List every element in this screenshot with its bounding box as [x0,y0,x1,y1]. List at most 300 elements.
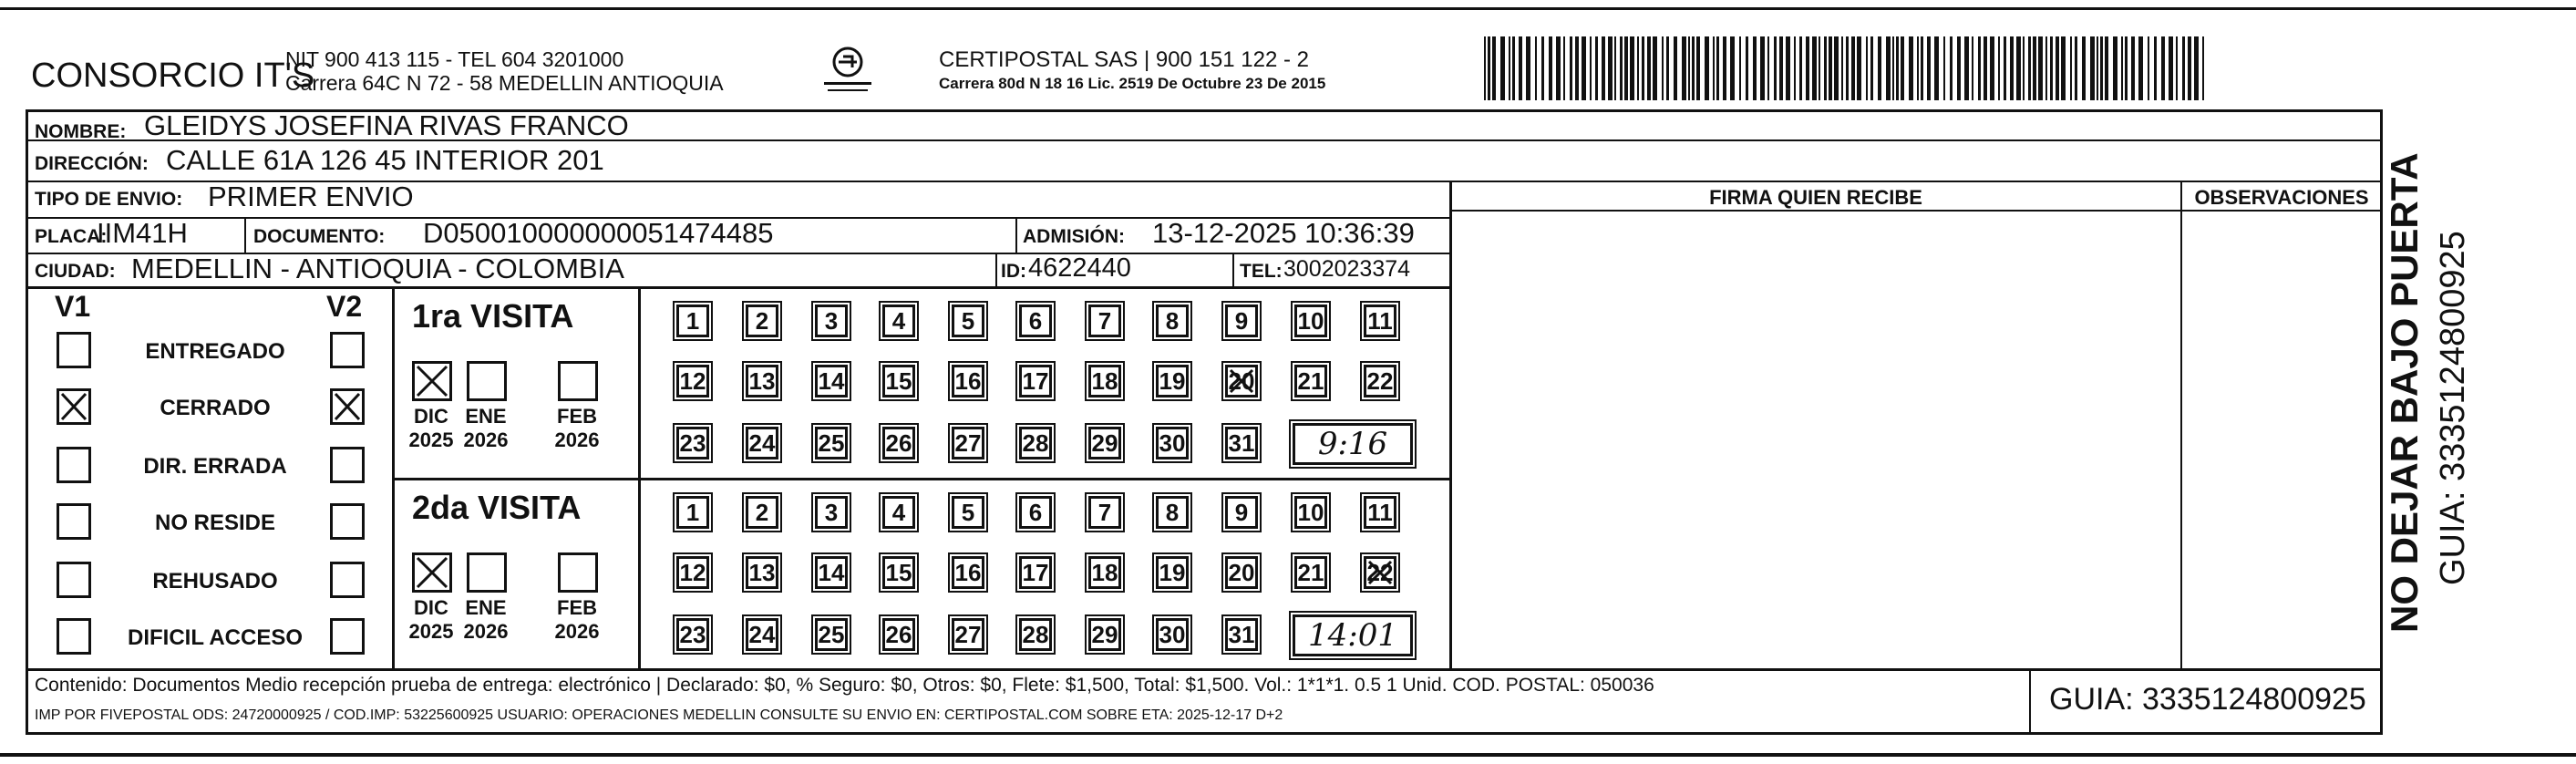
day-number: 10 [1297,306,1324,335]
day-number: 29 [1091,620,1118,648]
day-box[interactable] [952,365,984,397]
barcode-bar [1563,36,1565,100]
day-box[interactable] [1088,618,1121,651]
barcode-bar [1866,36,1868,100]
v1-label: V1 [55,290,91,323]
v1-checkbox[interactable] [57,332,91,368]
day-box[interactable] [815,496,848,529]
barcode-bar [1541,36,1544,100]
day-box[interactable] [815,365,848,397]
observaciones-label: OBSERVACIONES [2194,186,2369,209]
day-box[interactable] [1156,556,1189,589]
barcode-bar [1819,36,1820,100]
signature-area[interactable] [1453,212,2179,667]
day-number: 19 [1159,558,1186,586]
day-box[interactable] [952,556,984,589]
time-field[interactable]: 9:16 [1293,423,1413,465]
day-box[interactable] [1156,305,1189,337]
month-name: FEB [557,596,597,619]
barcode-bar [1746,36,1748,100]
day-box[interactable] [882,496,915,529]
day-box[interactable] [1019,365,1052,397]
day-number: 21 [1297,367,1324,395]
company-nit: NIT 900 413 115 - TEL 604 3201000 [285,47,624,71]
day-number: 9 [1234,306,1249,335]
day-box[interactable] [1019,427,1052,459]
day-box[interactable] [746,427,778,459]
day-box[interactable] [882,556,915,589]
day-box[interactable] [1156,365,1189,397]
barcode-bar [1857,36,1861,100]
day-number: 27 [954,620,982,648]
company-name: CONSORCIO IT'S [31,57,315,95]
day-number: 12 [679,558,706,586]
day-number: 8 [1165,498,1180,526]
day-box[interactable] [1225,427,1258,459]
barcode-bar [1972,36,1973,100]
day-number: 25 [818,620,845,648]
day-number: 6 [1028,498,1043,526]
barcode-bar [1794,36,1796,100]
v1-checkbox[interactable] [57,503,91,540]
day-number: 24 [748,620,776,648]
day-number: 29 [1091,428,1118,457]
carrier-license: Carrera 80d N 18 16 Lic. 2519 De Octubre 23 De 2015 [939,75,1326,92]
barcode-bar [2121,36,2123,100]
day-box[interactable] [1364,305,1396,337]
day-number: 2 [755,498,769,526]
barcode-bar [2182,36,2185,100]
day-box[interactable] [746,618,778,651]
day-number: 17 [1022,558,1049,586]
day-box[interactable] [1088,556,1121,589]
barcode-bar [1682,36,1686,100]
barcode-bar [1519,36,1522,100]
day-box[interactable] [1294,365,1327,397]
day-box[interactable] [1088,496,1121,529]
day-box[interactable] [882,365,915,397]
day-number: 5 [961,498,975,526]
day-number: 17 [1022,367,1049,395]
barcode-bar [1602,36,1605,100]
firma-label: FIRMA QUIEN RECIBE [1709,186,1922,209]
barcode-bar [1753,36,1757,100]
tipo-value: PRIMER ENVIO [208,181,414,212]
nombre-value: GLEIDYS JOSEFINA RIVAS FRANCO [144,109,629,141]
status-reason-label: NO RESIDE [154,511,276,535]
status-reason-label: ENTREGADO [145,339,285,364]
divider [27,668,2381,671]
barcode-bar [1705,36,1709,100]
month-checkbox[interactable] [558,552,598,593]
day-number: 14 [818,558,845,586]
day-number: 18 [1091,367,1118,395]
status-reason-label: CERRADO [160,396,271,420]
admision-value: 13-12-2025 10:36:39 [1152,217,1415,249]
barcode-bar [1824,36,1827,100]
barcode-bar [1614,36,1616,100]
barcode-bar [2097,36,2098,100]
day-box[interactable] [676,496,709,529]
month-year: 2026 [554,428,600,451]
barcode-bar [1692,36,1695,100]
day-number: 23 [679,620,706,648]
day-box[interactable] [1156,496,1189,529]
month-name: FEB [557,405,597,428]
day-number: 26 [885,428,912,457]
barcode-bar [1642,36,1644,100]
month-label [554,405,600,452]
day-box[interactable] [1225,618,1258,651]
barcode-bar [1666,36,1669,100]
month-year: 2026 [463,428,509,451]
day-box[interactable] [1294,305,1327,337]
barcode-bar [1998,36,2000,100]
day-box[interactable] [1364,556,1396,589]
v2-checkbox[interactable] [330,618,365,655]
barcode-bar [1556,36,1561,100]
barcode-bar [1688,36,1690,100]
barcode-bar [1716,36,1719,100]
day-number: 27 [954,428,982,457]
day-number: 13 [748,558,776,586]
v1-checkbox[interactable] [57,562,91,598]
barcode-bar [1927,36,1931,100]
day-number: 19 [1159,367,1186,395]
barcode [1484,36,2211,100]
status-reason-label: DIFICIL ACCESO [127,625,303,650]
id-label: ID: [1001,261,1026,282]
barcode-bar [1886,36,1891,100]
day-box[interactable] [1364,365,1396,397]
barcode-bar [2176,36,2178,100]
barcode-bar [1851,36,1855,100]
barcode-bar [2033,36,2036,100]
month-year: 2026 [463,620,509,643]
day-number: 23 [679,428,706,457]
barcode-bar [1846,36,1849,100]
month-label [554,596,600,644]
barcode-bar [1730,36,1735,100]
barcode-bar [1723,36,1726,100]
barcode-bar [1978,36,1981,100]
top-edge-line [0,7,2576,10]
tel-label: TEL: [1240,261,1283,282]
barcode-bar [2105,36,2108,100]
day-box[interactable] [952,305,984,337]
v1-checkbox[interactable] [57,618,91,655]
barcode-bar [1901,36,1904,100]
day-number: 1 [685,498,700,526]
day-number: 12 [679,367,706,395]
divider [244,217,246,253]
barcode-bar [1806,36,1809,100]
documento-value: D050010000000051474485 [423,217,774,249]
v2-checkbox[interactable] [330,388,365,425]
month-label [408,596,454,644]
barcode-bar [2010,36,2014,100]
barcode-bar [2038,36,2043,100]
day-number: 7 [1097,306,1112,335]
barcode-bar [1957,36,1961,100]
barcode-bar [2070,36,2072,100]
day-box[interactable] [676,556,709,589]
barcode-bar [1488,36,1490,100]
barcode-bar [1637,36,1639,100]
day-box[interactable] [1225,496,1258,529]
day-box[interactable] [952,427,984,459]
day-box[interactable] [676,618,709,651]
barcode-bar [2045,36,2047,100]
barcode-bar [2004,36,2006,100]
day-number: 4 [891,498,906,526]
side-guia: GUIA: 3335124800925 [2434,231,2472,585]
barcode-bar [1512,36,1515,100]
day-number: 30 [1159,620,1186,648]
x-mark-icon [59,391,88,422]
day-number: 11 [1367,306,1393,335]
barcode-bar [2090,36,2095,100]
day-number: 2 [755,306,769,335]
barcode-bar [1950,36,1953,100]
day-number: 26 [885,620,912,648]
barcode-bar [1834,36,1839,100]
day-number: 21 [1297,558,1324,586]
x-mark-icon [415,364,449,398]
x-mark-icon [333,391,362,422]
day-box[interactable] [952,496,984,529]
barcode-bar [1739,36,1741,100]
footer-imp: IMP POR FIVEPOSTAL ODS: 24720000925 / COD.IMP: 53225600925 USUARIO: OPERACIONES MEDELLIN CONSULTE SU ENVIO EN: CERTIPOSTAL.COM SOBRE ETA: 2025-12-17 D+2 [35,707,1283,723]
observaciones-area[interactable] [2183,212,2380,667]
tel-value: 3002023374 [1283,256,1411,282]
barcode-bar [2169,36,2173,100]
day-box[interactable] [815,427,848,459]
day-box[interactable] [882,427,915,459]
barcode-bar [1549,36,1552,100]
day-box[interactable] [815,305,848,337]
day-number: 14 [818,367,845,395]
barcode-bar [1575,36,1579,100]
v1-checkbox[interactable] [57,447,91,483]
barcode-bar [1595,36,1598,100]
barcode-bar [1799,36,1802,100]
x-mark-icon [415,555,449,590]
day-number: 9 [1234,498,1249,526]
v2-checkbox[interactable] [330,447,365,483]
barcode-bar [1653,36,1657,100]
documento-label: DOCUMENTO: [253,226,386,247]
barcode-bar [1921,36,1923,100]
barcode-bar [1647,36,1651,100]
day-box[interactable] [1088,305,1121,337]
day-box[interactable] [1294,556,1327,589]
day-number: 13 [748,367,776,395]
month-year: 2025 [408,428,454,451]
barcode-bar [1582,36,1586,100]
barcode-bar [1909,36,1913,100]
divider [1449,181,1452,668]
barcode-bar [2023,36,2025,100]
v2-checkbox[interactable] [330,562,365,598]
day-number: 24 [748,428,776,457]
barcode-bar [2148,36,2149,100]
barcode-bar [2100,36,2103,100]
barcode-bar [1590,36,1592,100]
month-label [408,405,454,452]
barcode-bar [2016,36,2021,100]
day-box[interactable] [746,496,778,529]
day-number: 7 [1097,498,1112,526]
day-number: 15 [885,558,912,586]
barcode-bar [1535,36,1537,100]
footer-guia: GUIA: 3335124800925 [2049,682,2366,717]
day-box[interactable] [815,618,848,651]
status-reason-label: REHUSADO [152,569,278,594]
day-number: 28 [1022,620,1049,648]
day-number: 30 [1159,428,1186,457]
month-checkbox[interactable] [412,361,452,401]
barcode-bar [1841,36,1843,100]
status-reason-label: DIR. ERRADA [143,454,287,479]
day-box[interactable] [1088,427,1121,459]
day-box[interactable] [676,365,709,397]
barcode-bar [1484,36,1486,100]
id-value: 4622440 [1028,253,1131,283]
day-number: 20 [1228,367,1255,395]
day-box[interactable] [1019,556,1052,589]
month-label [463,596,509,644]
divider [27,286,1449,289]
day-number: 8 [1165,306,1180,335]
x-mark-icon [1228,367,1255,395]
barcode-bar [1774,36,1777,100]
barcode-bar [2056,36,2059,100]
month-checkbox[interactable] [467,552,507,593]
barcode-bar [1767,36,1769,100]
day-box[interactable] [1088,365,1121,397]
barcode-bar [1934,36,1939,100]
tipo-label: TIPO DE ENVIO: [35,189,183,210]
v2-label: V2 [326,290,363,323]
day-number: 5 [961,306,975,335]
day-box[interactable] [1019,618,1052,651]
barcode-bar [2188,36,2191,100]
barcode-bar [1984,36,1987,100]
day-number: 28 [1022,428,1049,457]
carrier-name: CERTIPOSTAL SAS | 900 151 122 - 2 [939,47,1309,72]
barcode-bar [1964,36,1969,100]
barcode-bar [1892,36,1894,100]
day-box[interactable] [952,618,984,651]
day-number: 11 [1367,498,1393,526]
barcode-bar [1662,36,1664,100]
day-number: 22 [1366,558,1394,586]
day-box[interactable] [1019,305,1052,337]
day-box[interactable] [1156,618,1189,651]
month-label [463,405,509,452]
divider [995,253,997,287]
visit-title: 1ra VISITA [412,297,574,335]
day-number: 20 [1228,558,1255,586]
barcode-bar [1608,36,1613,100]
x-mark-icon [1366,559,1394,586]
day-number: 31 [1228,428,1255,457]
barcode-bar [1917,36,1919,100]
v2-checkbox[interactable] [330,503,365,540]
month-name: DIC [414,596,448,619]
barcode-bar [1870,36,1873,100]
day-number: 6 [1028,306,1043,335]
barcode-bar [2061,36,2066,100]
barcode-bar [1896,36,1899,100]
ciudad-label: CIUDAD: [35,261,116,282]
divider [1232,253,1234,287]
v1-checkbox[interactable] [57,388,91,425]
bottom-edge-line [0,753,2576,757]
month-year: 2026 [554,620,600,643]
day-box[interactable] [1019,496,1052,529]
day-box[interactable] [882,305,915,337]
day-number: 31 [1228,620,1255,648]
day-number: 15 [885,367,912,395]
barcode-bar [2154,36,2157,100]
barcode-bar [2075,36,2077,100]
direccion-value: CALLE 61A 126 45 INTERIOR 201 [166,144,604,176]
month-checkbox[interactable] [412,552,452,593]
day-box[interactable] [1156,427,1189,459]
day-box[interactable] [746,305,778,337]
day-number: 10 [1297,498,1324,526]
admision-label: ADMISIÓN: [1023,226,1125,247]
day-number: 4 [891,306,906,335]
day-box[interactable] [746,556,778,589]
divider [1015,217,1017,253]
day-box[interactable] [1225,556,1258,589]
barcode-bar [1570,36,1572,100]
day-number: 25 [818,428,845,457]
day-box[interactable] [882,618,915,651]
day-box[interactable] [676,305,709,337]
barcode-bar [1713,36,1715,100]
day-box[interactable] [746,365,778,397]
time-field[interactable]: 14:01 [1293,614,1413,656]
barcode-bar [1624,36,1628,100]
barcode-bar [1943,36,1945,100]
day-box[interactable] [1294,496,1327,529]
nombre-label: NOMBRE: [35,121,127,142]
barcode-bar [2138,36,2143,100]
day-box[interactable] [1225,365,1258,397]
month-checkbox[interactable] [467,361,507,401]
barcode-bar [1696,36,1700,100]
month-name: ENE [465,596,507,619]
day-box[interactable] [676,427,709,459]
day-number: 22 [1366,367,1394,395]
day-box[interactable] [815,556,848,589]
day-box[interactable] [1364,496,1396,529]
month-checkbox[interactable] [558,361,598,401]
barcode-bar [2161,36,2165,100]
day-number: 18 [1091,558,1118,586]
day-box[interactable] [1225,305,1258,337]
day-number: 3 [824,498,839,526]
visit-title: 2da VISITA [412,489,582,526]
barcode-bar [1492,36,1496,100]
day-number: 1 [685,306,700,335]
v2-checkbox[interactable] [330,332,365,368]
month-name: DIC [414,405,448,428]
